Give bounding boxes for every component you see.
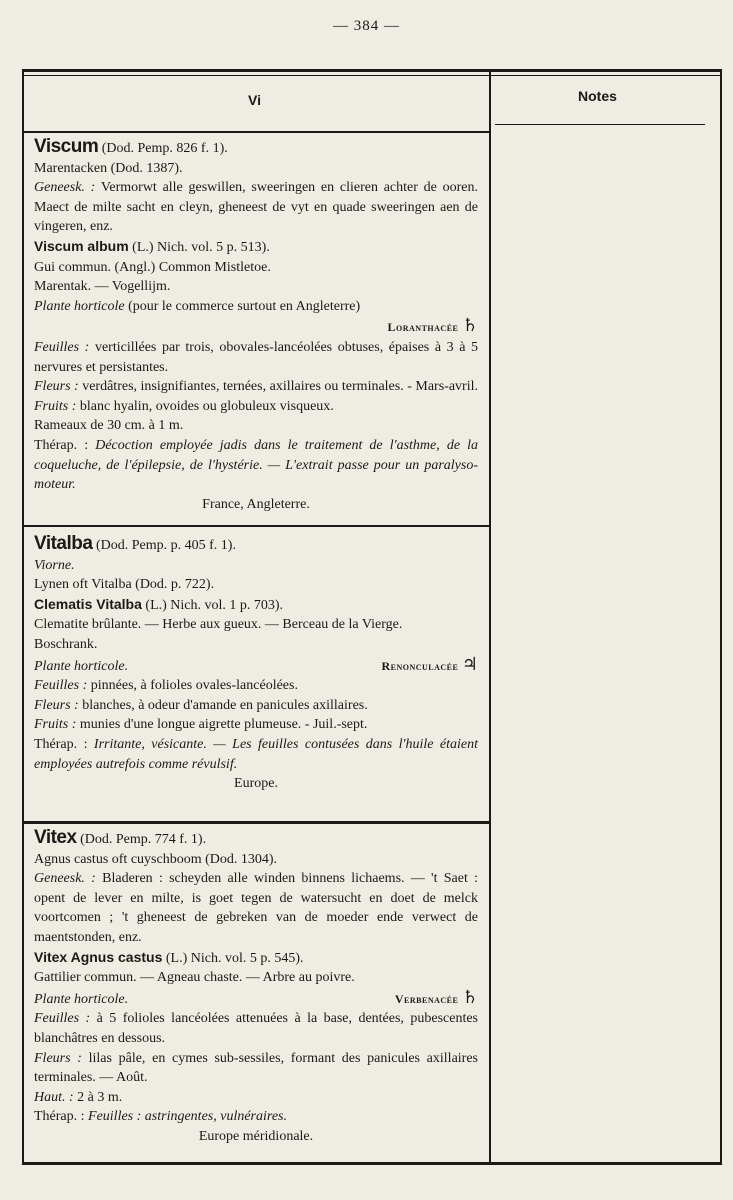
shrub-symbol-icon: ♄ [461, 986, 478, 1007]
top-rule-thin [22, 75, 722, 76]
page-number: — 384 — [333, 18, 400, 34]
right-border [720, 69, 722, 1165]
entry-vitalba: Vitalba (Dod. Pemp. p. 405 f. 1). Viorne. Lynen oft Vitalba (Dod. p. 722). Clematis Vitalba (L.) Nich. vol. 1 p. 703). Clematite brûlante. — Herbe aux gueux. — Berceau de la Vierge. Boschrank. Plante horticole. Renonculacée ♃ Feuilles : pinnées, à folioles ovales-lancéolées. Fleurs : blanches, à odeur d'amande en panicules axillaires. Fruits : munies d'une longue aigrette plumeuse. - Juil.-sept. Thérap. : Irritante, vésicante. — Les feuilles contusées dans l'huile étaient employées autrefois comme révulsif. Europe. [34, 533, 479, 792]
entry-divider [22, 525, 489, 527]
main-column-header: Vi [248, 92, 261, 108]
column-divider [489, 69, 491, 1165]
entry-title: Vitex [34, 827, 77, 848]
entry-title: Viscum [34, 136, 99, 157]
shrub-symbol-icon: ♄ [461, 315, 478, 336]
header-rule-main [22, 131, 489, 133]
header-rule-notes [495, 124, 705, 125]
entry-vitex: Vitex (Dod. Pemp. 774 f. 1). Agnus castus oft cuyschboom (Dod. 1304). Geneesk. : Bladeren : scheyden alle winden binnens lichaems. — 't Saet : opent de lever en milte, is goet tegen de watersucht en doet de melck voortcomen ; 't gheneest de gebreken van de moeder ende verwect de maentstonden, enz. Vitex Agnus castus (L.) Nich. vol. 5 p. 545). Gattilier commun. — Agneau chaste. — Arbre au poivre. Plante horticole. Verbenacée ♄ Feuilles : à 5 folioles lancéolées attenuées à la base, dentées, pubescentes blanchâtres en dessous. Fleurs : lilas pâle, en cymes sub-sessiles, formant des panicules axillaires terminales. — Août. Haut. : 2 à 3 m. Thérap. : Feuilles : astringentes, vulnéraires. Europe méridionale. [34, 827, 479, 1144]
entry-viscum: Viscum (Dod. Pemp. 826 f. 1). Marentacken (Dod. 1387). Geneesk. : Vermorwt alle geswillen, sweeringen en clieren achter de ooren. Maect de milte sacht en cleyn, gheneest de vyt en quade sweeringen aen de vingeren, enz. Viscum album (L.) Nich. vol. 5 p. 513). Gui commun. (Angl.) Common Mistletoe. Marentak. — Vogellijm. Plante horticole (pour le commerce surtout en Angleterre) Loranthacée ♄ Feuilles : verticillées par trois, obovales-lancéolées obtuses, épaises à 3 à 5 nervures et persistantes. Fleurs : verdâtres, insignifiantes, ternées, axillaires ou terminales. - Mars-avril. Fruits : blanc hyalin, ovoides ou globuleux visqueux. Rameaux de 30 cm. à 1 m. Thérap. : Décoction employée jadis dans le traitement de l'asthme, de la coqueluche, de l'épilepsie, de l'hystérie. — L'extrait passe pour un paralyso-moteur. France, Angleterre. [34, 136, 479, 512]
perennial-symbol-icon: ♃ [461, 653, 478, 674]
left-border [22, 69, 24, 1165]
bottom-rule [22, 1162, 722, 1165]
entry-divider [22, 821, 489, 824]
entry-title: Vitalba [34, 533, 93, 554]
notes-column-header: Notes [578, 88, 617, 104]
top-rule-thick [22, 69, 722, 72]
